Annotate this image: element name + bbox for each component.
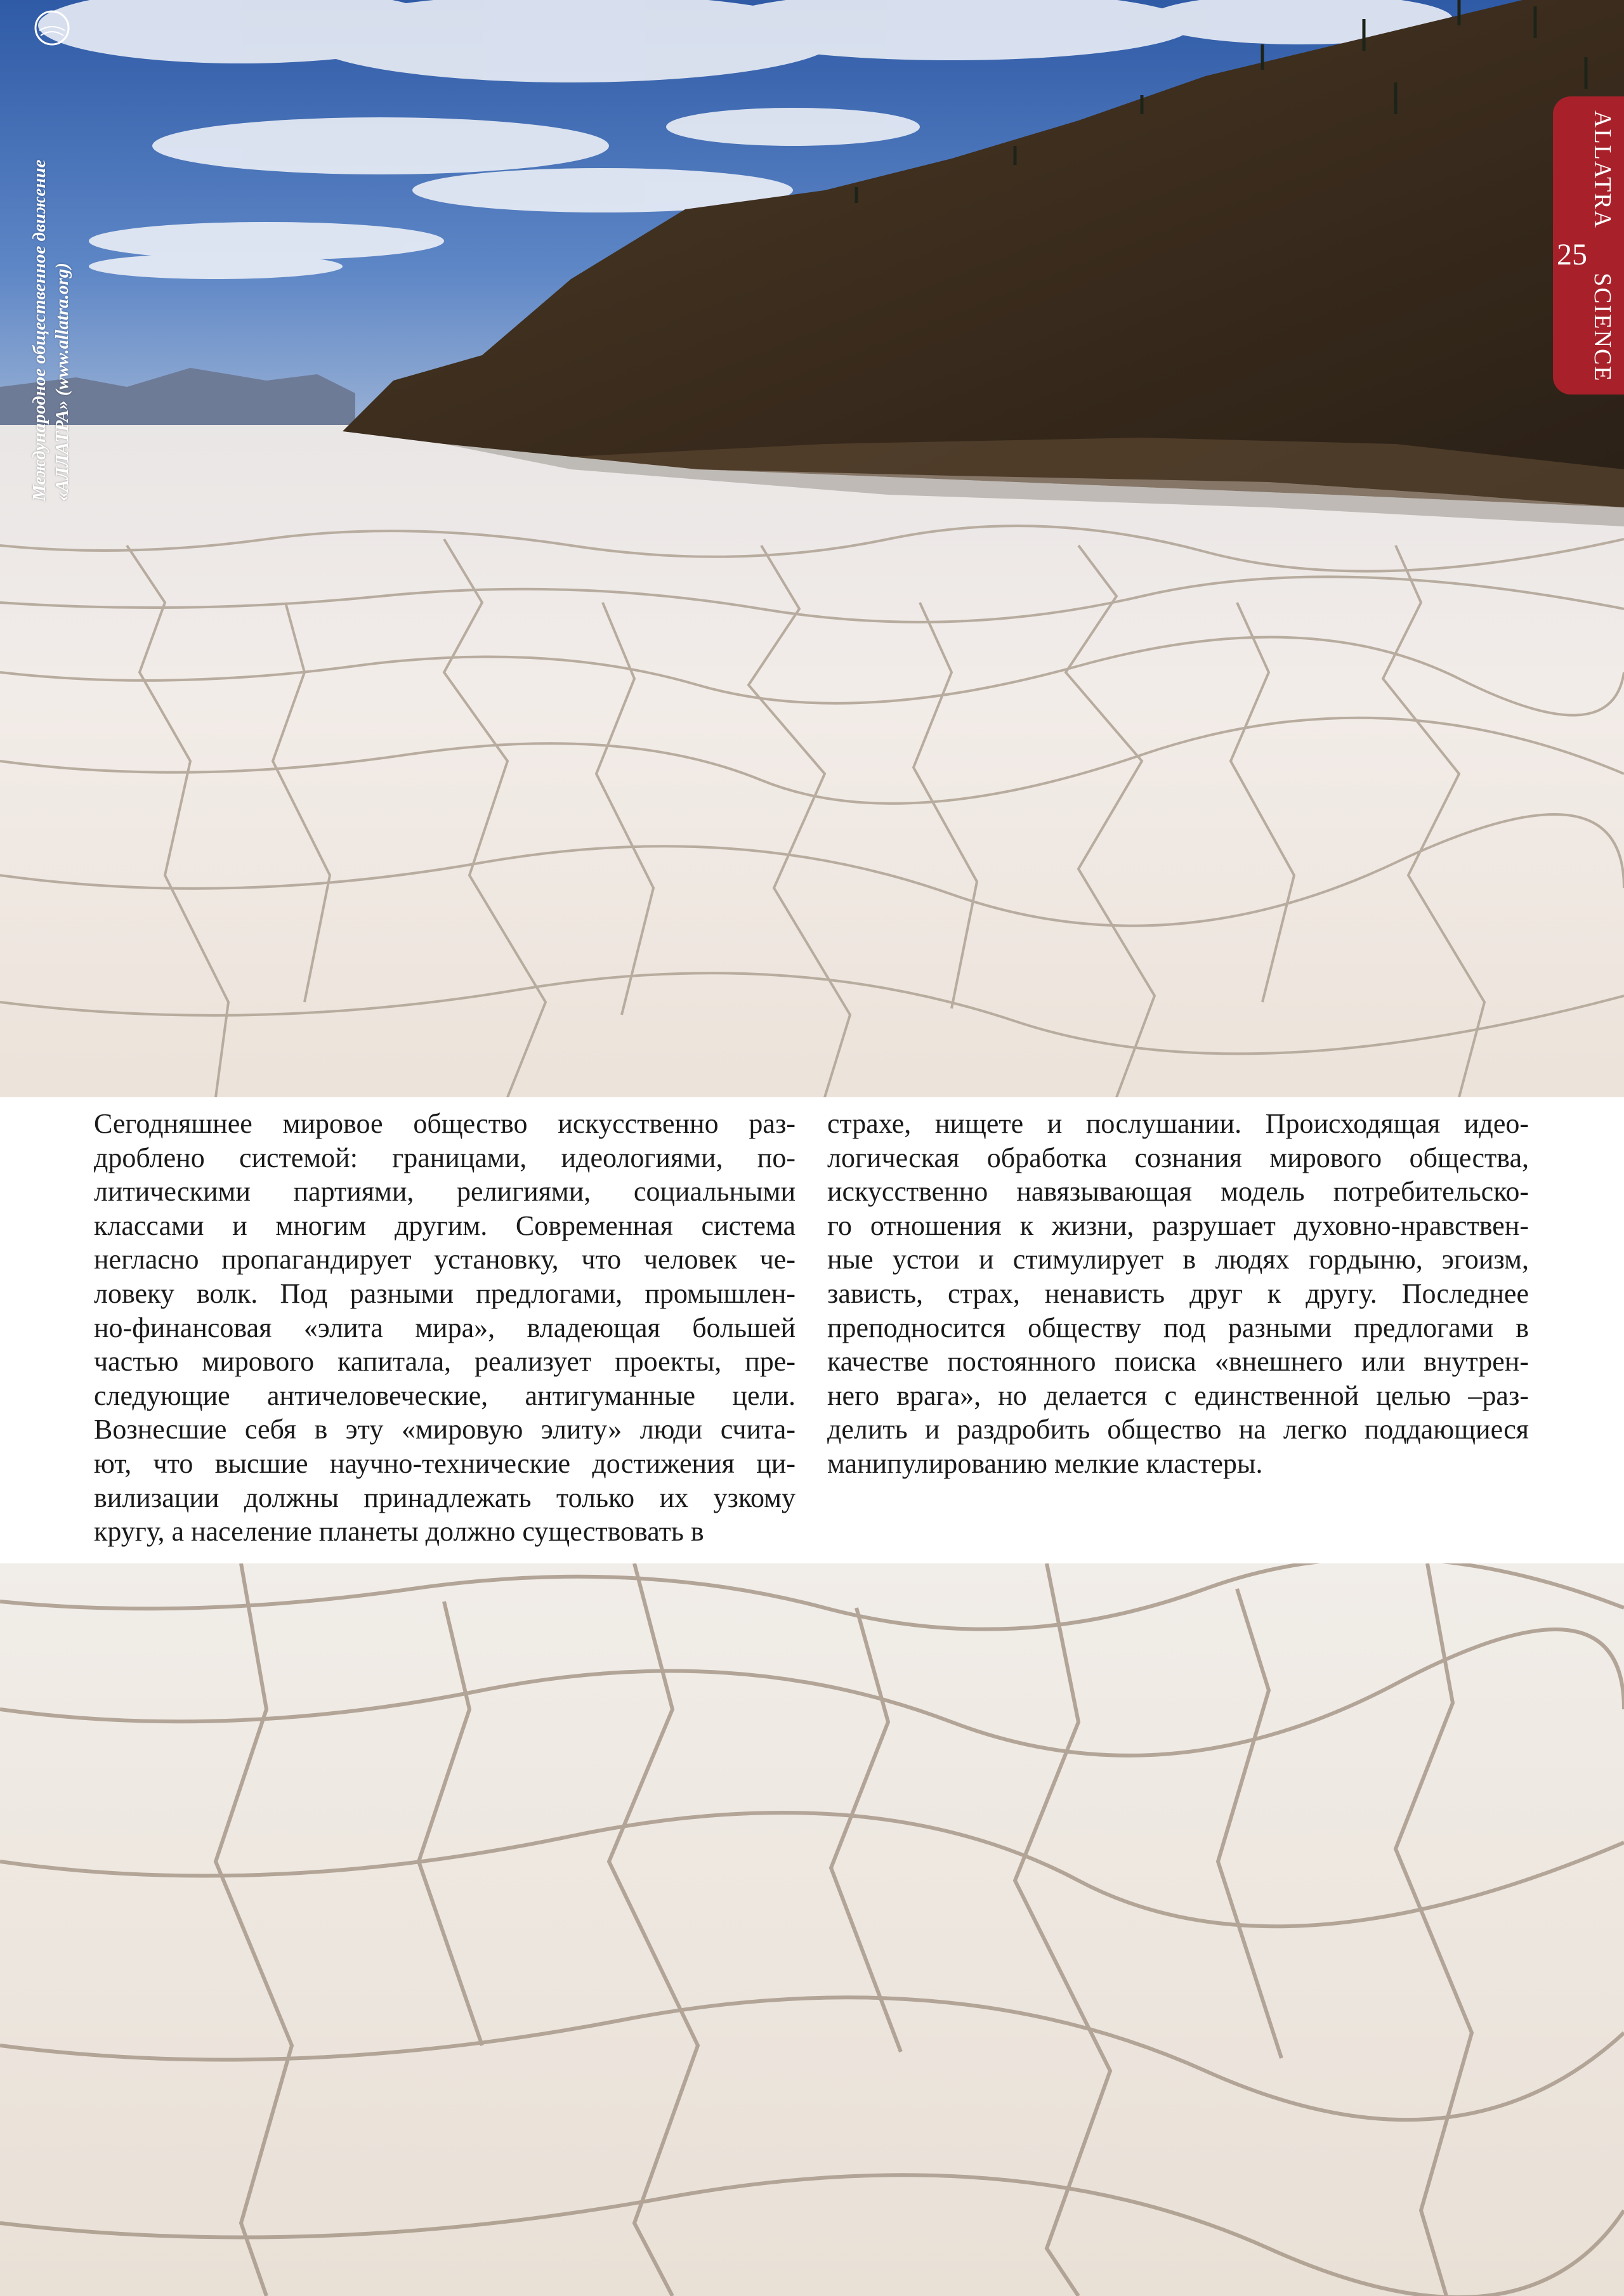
article-column-right [827,1107,1529,1481]
article-line: литическими партиями, религиями, социальными [94,1176,796,1208]
section-part-science: SCIENCE [1589,273,1616,382]
article-line: классами и многим другим. Современная система [94,1210,796,1241]
side-caption [28,70,74,501]
article-line: негласно пропагандирует установку, что человек че- [94,1244,796,1275]
section-tab [1553,96,1624,395]
article-line: него врага», но делается с единственной целью –раз- [827,1380,1529,1411]
allatra-logo [33,9,71,47]
article-line: ные устои и стимулирует в людях гордыню, эгоизм, [827,1244,1529,1275]
article-line: частью мирового капитала, реализует проекты, пре- [94,1346,796,1378]
article-line: ловеку волк. Под разными предлогами, промышлен- [94,1277,796,1309]
article-line: следующие античеловеческие, антигуманные цели. [94,1380,796,1411]
article-line: дроблено системой: границами, идеологиями, по- [94,1142,796,1173]
logo-icon [33,9,71,47]
article-line: качестве постоянного поиска «внешнего или внутрен- [827,1346,1529,1378]
section-label [1588,110,1616,382]
page-number: 25 [1557,238,1587,271]
top-photo-svg [0,0,1624,1097]
salt-flat [0,425,1624,1097]
article-body [94,1107,1529,1551]
article-line: Вознесшие себя в эту «мировую элиту» люди счита- [94,1414,796,1445]
article-line: логическая обработка сознания мирового общества, [827,1142,1529,1173]
bottom-photo-svg [0,1563,1624,2296]
article-line: манипулированию мелкие кластеры. [827,1447,1263,1479]
article-line: вилизации должны принадлежать только их узкому [94,1482,796,1513]
side-caption-line1: Международное общественное движение [29,159,49,501]
side-caption-line2: «АЛЛАТРА» (www.allatra.org) [52,263,72,501]
article-line: но-финансовая «элита мира», владеющая большей [94,1312,796,1343]
article-line: делить и раздробить общество на легко поддающиеся [827,1414,1529,1445]
article-line: страхе, нищете и послушании. Происходящая идео- [827,1108,1529,1139]
article-line: ют, что высшие научно-технические достижения ци- [94,1447,796,1479]
article-line: го отношения к жизни, разрушает духовно-нравствен- [827,1210,1529,1241]
article-line: кругу, а население планеты должно существовать в [94,1516,704,1548]
bottom-photo-salt-flat [0,1563,1624,2296]
article-line: преподносится обществу под разными предлогами в [827,1312,1529,1343]
section-part-allatra: ALLATRA [1589,110,1616,230]
article-line: искусственно навязывающая модель потребительско- [827,1176,1529,1208]
article-column-left [94,1107,796,1549]
article-line: зависть, страх, ненависть друг к другу. Последнее [827,1277,1529,1309]
article-line: Сегодняшнее мировое общество искусственно раз- [94,1108,796,1139]
top-photo-salt-flat [0,0,1624,1097]
